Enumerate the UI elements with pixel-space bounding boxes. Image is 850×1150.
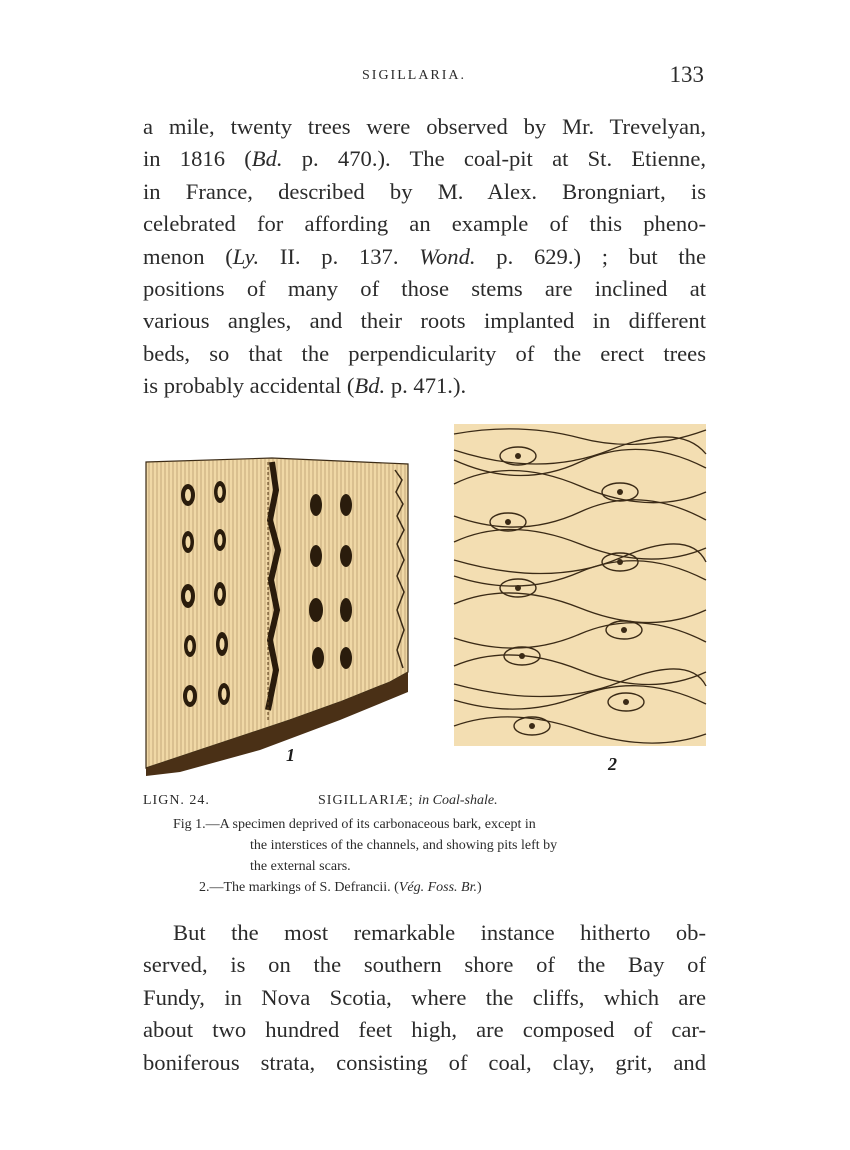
text-line: a mile, twenty trees were observed by Mr. Trevelyan, [143,114,706,139]
text-line: positions of many of those stems are inclined at [143,276,706,302]
running-head-title: SIGILLARIA. [362,68,467,83]
figure-sigillaria [140,420,710,780]
paragraph-1 [143,111,706,403]
text-line: in 1816 (Bd. p. 470.). The coal-pit at St. Etienne, [143,146,706,172]
text-line: in France, described by M. Alex. Brongniart, is [143,178,706,204]
text-line: is probably accidental (Bd. p. 471.). [143,373,467,399]
caption-fig1-line: the interstices of the channels, and showing pits left by [250,838,558,853]
text-line: about two hundred feet high, are composed of car- [143,1017,706,1043]
text-line: various angles, and their roots implanted in different [143,308,706,334]
caption-fig1-line: the external scars. [250,859,351,874]
text-line: served, is on the southern shore of the Bay of [143,952,706,978]
text-line: Fundy, in Nova Scotia, where the cliffs, which are [143,984,706,1010]
text-line: celebrated for affording an example of this pheno- [143,211,706,237]
running-head [0,64,850,94]
figure-caption [143,790,713,898]
figure-label-1: 1 [286,745,295,765]
text-line: beds, so that the perpendicularity of the erect trees [143,340,706,366]
caption-title: SIGILLARIÆ; in Coal-shale. [318,793,498,808]
text-line: boniferous strata, consisting of coal, clay, grit, and [143,1049,706,1075]
caption-fig2-line: 2.—The markings of S. Defrancii. (Vég. Foss. Br.) [199,880,482,895]
caption-fig1-line: Fig 1.—A specimen deprived of its carbonaceous bark, except in [173,817,536,832]
text-line: menon (Ly. II. p. 137. Wond. p. 629.) ; but the [143,243,706,269]
text-line: But the most remarkable instance hitherto ob- [173,920,706,945]
specimen-1-illustration [146,458,408,776]
caption-id: LIGN. 24. [143,793,210,808]
specimen-2-illustration [454,424,706,746]
page-number: 133 [669,62,704,87]
figure-label-2: 2 [608,754,617,774]
paragraph-2 [143,917,706,1079]
